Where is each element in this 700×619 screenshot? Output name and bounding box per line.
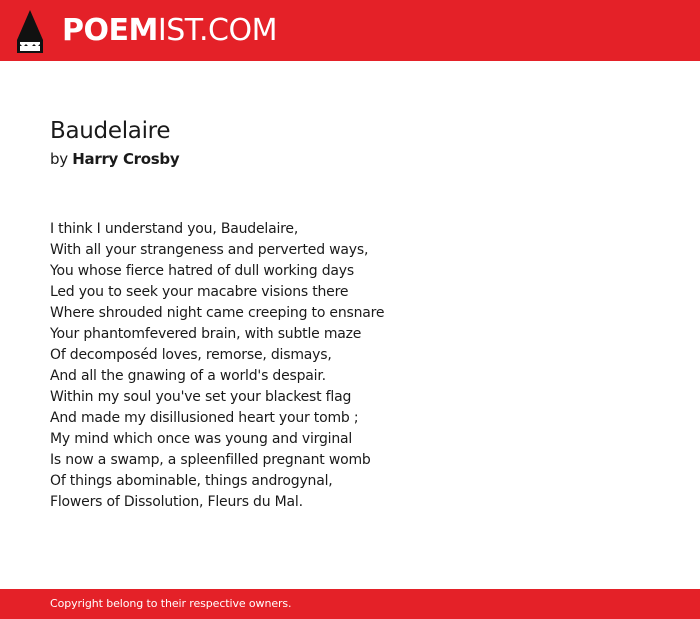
poem-line: Is now a swamp, a spleenfilled pregnant womb	[50, 452, 371, 468]
poem-line: Within my soul you've set your blackest flag	[50, 389, 352, 405]
poem-title: Baudelaire	[50, 118, 171, 144]
poem-line: Your phantomfevered brain, with subtle maze	[50, 326, 362, 342]
logo-text-light: IST.COM	[157, 13, 277, 48]
poem-line: Led you to seek your macabre visions there	[50, 284, 349, 300]
poem-line: Flowers of Dissolution, Fleurs du Mal.	[50, 494, 303, 510]
poem-line: And all the gnawing of a world's despair.	[50, 368, 326, 384]
poem-header	[50, 116, 650, 169]
copyright-text: Copyright belong to their respective owners.	[50, 597, 292, 610]
poem-line: My mind which once was young and virginal	[50, 431, 353, 447]
poem-line: Of decomposéd loves, remorse, dismays,	[50, 347, 332, 363]
poem-line: With all your strangeness and perverted ways,	[50, 242, 369, 258]
author-name: Harry Crosby	[72, 150, 180, 168]
poem-line: Where shrouded night came creeping to ensnare	[50, 305, 385, 321]
site-footer	[0, 589, 700, 619]
byline	[50, 149, 650, 169]
logo-text-bold: POEM	[62, 13, 158, 48]
poem-line: And made my disillusioned heart your tomb ;	[50, 410, 359, 426]
poem-line: You whose fierce hatred of dull working days	[50, 263, 354, 279]
byline-prefix: by	[50, 150, 68, 168]
poem-line: Of things abominable, things androgynal,	[50, 473, 333, 489]
site-logo-link[interactable]	[17, 9, 277, 53]
pencil-tip-icon	[17, 10, 43, 53]
site-header	[0, 0, 700, 61]
poem-line: I think I understand you, Baudelaire,	[50, 221, 299, 237]
poem-body	[50, 219, 650, 513]
site-logo-text	[62, 13, 277, 48]
